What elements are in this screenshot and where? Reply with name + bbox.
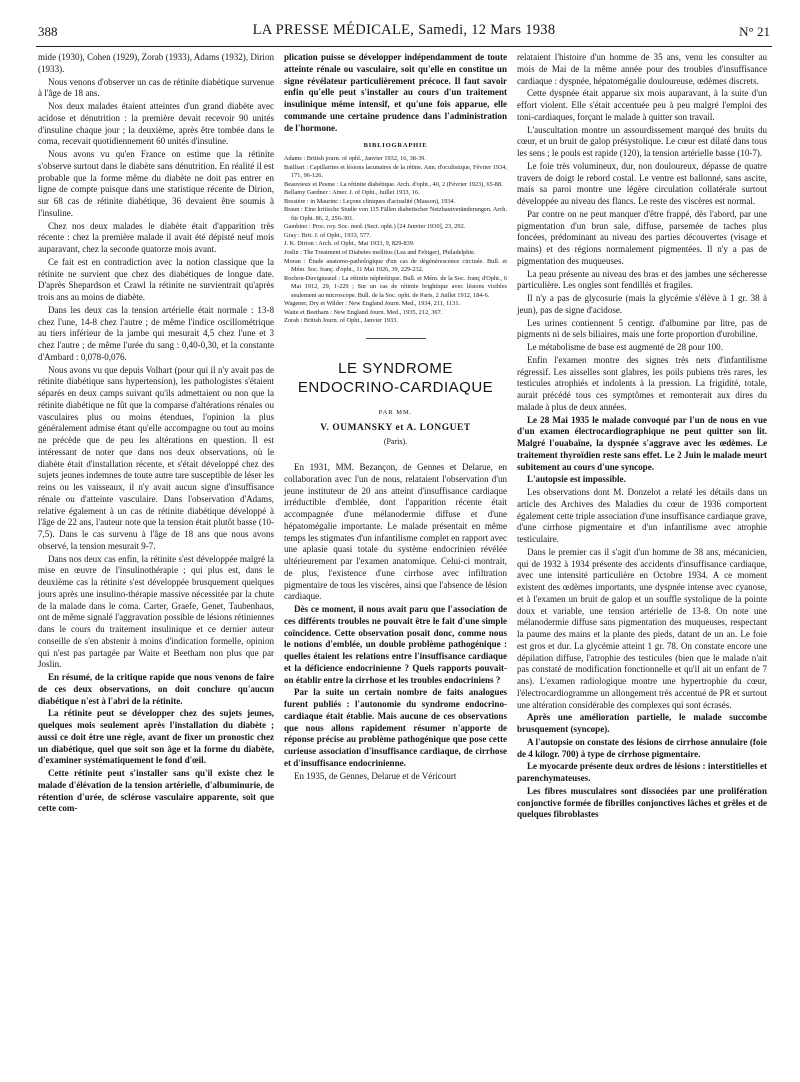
bibliography-entry: Joslin : The Treatment of Diabetes mellitus (Lea and Febiger), Philadelphie. (284, 249, 476, 257)
paragraph: Nous avons vu que depuis Volhart (pour qui il n'y avait pas de rétinite diabétique sans hypertension), les pathologistes s'étaient séparés en deux camps suivant qu'ils admettaient ou non que la rétinite diabétique ne fût que la comparse d'altérations rénales ou vasculaires plus ou moins étendues, l'opinion la plus généralement admise étant qu'elle accompagne ou tout au moins ne précède que de peu les altérations en question. Il est intéressant de noter que dans nos deux observations, où le diabète était d'installation récente, et s'était développé chez des sujets jeunes indemnes de toute autre tare susceptible de léser les reins ou les vaisseaux, il n'y avait aucun signe d'insuffisance rénale ou d'atteinte vasculaire. Dans l'observation d'Adams, relative également à un cas de rétinite diabétique développé à l'âge de 22 ans, l'auteur note que la tension était plutôt basse (10-7,5). Dans le cas survenu à l'âge de 18 ans que nous avons observé, la tension mesurait 9-7. (38, 364, 274, 551)
issue-number: N° 21 (739, 24, 770, 39)
author-city: (Paris). (383, 437, 408, 447)
paragraph: En résumé, de la critique rapide que nous venons de faire de ces deux observations, on doit conclure qu'aucun diabétique n'est à l'abri de la rétinite. (38, 672, 274, 706)
bibliography-entry: Bellamy Gardner : Amer. J. of Opht., Juillet 1933, 16. (284, 189, 420, 197)
bibliography-entry: Waite et Beetham : New England Journ. Med., 1935, 212, 367. (284, 308, 443, 316)
article-title (284, 359, 507, 397)
paragraph: Les urines contiennent 5 centigr. d'albumine par litre, pas de pigments ni de sels biliaires, mais une forte proportion d'urobiline. (517, 317, 767, 340)
bibliography-entry: Wagener, Dry et Wilder : New England Journ. Med., 1934, 211, 1131. (284, 300, 461, 308)
paragraph: Enfin l'examen montre des signes très nets d'infantilisme régressif. Les aisselles sont glabres, les poils pubiens très rares, les testicules atrophiés et indolents à la pression. La frigidité, totale, aurait précédé tous ces symptômes et remonterait aux dires du malade à plus de deux années. (517, 354, 767, 412)
paragraph: Le myocarde présente deux ordres de lésions : interstitielles et parenchymateuses. (517, 761, 767, 783)
paragraph: Le 28 Mai 1935 le malade convoqué par l'un de nous en vue d'un examen électrocardiographique ne peut quitter son lit. Malgré l'ouabaïne, la dyspnée s'aggrave avec les œdèmes. Le traitement thyroïdien reste sans effet. Le 2 Juin le malade meurt subitement au cours d'une syncope. (517, 414, 767, 472)
paragraph: En 1931, MM. Bezançon, de Gennes et Delarue, en collaboration avec l'un de nous, relataient l'observation d'un jeune instituteur de 20 ans atteint d'insuffisance cardiaque irréductible d'emblée, dont l'apparition récente était accompagnée d'une mélanodermie diffuse et d'une hépatomégalie importante. Le malade présentait en même temps les stigmates d'un infantilisme complet en rapport avec une aplasie quasi totale du système endocrinien révélée ultérieurement par l'examen anatomique. Celui-ci montrait, de plus, l'existence d'une cirrhose avec infiltration pigmentaire de tous les viscères, ainsi que l'absence de lésion cardiaque. (284, 462, 507, 602)
article-body (284, 462, 507, 782)
paragraph: L'autopsie est impossible. (527, 474, 626, 485)
paragraph: Cette dyspnée était apparue six mois auparavant, à la suite d'un effort violent. Elle s'était accentuée peu à peu malgré l'emploi des toni-cardiaques, forçant le malade à quitter son travail. (517, 88, 767, 122)
column-left (38, 52, 274, 816)
paragraph: Dans nos deux cas enfin, la rétinite s'est développée malgré la mise en œuvre de l'insulinothérapie ; qui plus est, dans le deuxième cas la rétinite s'est développée brusquement quelques jours après une insulino-thérapie massive nécessitée par la chute de la malade dans le coma. Carter, Graefe, Genet, Taubenhaus, ont de même signalé l'aggravation possible de lésions rétiniennes dans le cours du traitement insulinique et ce dernier auteur conseille de s'en abstenir à moins d'indication formelle, opinion qui n'est pas partagée par Waite et Beetham non plus que par Joslin. (38, 553, 274, 670)
paragraph: Nous venons d'observer un cas de rétinite diabétique survenue à l'âge de 18 ans. (38, 76, 274, 99)
journal-title: LA PRESSE MÉDICALE, Samedi, 12 Mars 1938 (252, 22, 556, 38)
column-middle (284, 52, 507, 783)
bibliography-entry: Beauvieux et Pesme : La rétinite diabétique. Arch. d'opht., 40, 2 (Février 1923), 65-88. (284, 180, 503, 188)
continuation-text (284, 52, 507, 134)
page-header (38, 22, 770, 46)
paragraph: Nous avons vu qu'en France on estime que la rétinite s'observe surtout dans le diabète sans dénutrition. En réalité il est probable que la forme même du diabète ne doit pas entrer en ligne de compte puisque dans une statistique récente de Dirion, sur 68 cas de rétinite diabétique, 36 devaient être soumis à l'insuline. (38, 149, 274, 218)
column-right (517, 52, 767, 822)
bibliography-entry: Moran : Étude anatomo-pathologique d'un cas de dégénérescence circinée. Bull. et Mém. Soc. franç. d'opht., 11 Mai 1926, 39, 229-232. (284, 257, 507, 274)
paragraph: Après une amélioration partielle, le malade succombe brusquement (syncope). (517, 712, 767, 734)
paragraph: L'auscultation montre un assourdissement marqué des bruits du cœur, et un bruit de galop présystolique. Le cœur est dilaté dans tous les sens ; le pouls est rapide (120), la tension artérielle basse (10-7). (517, 124, 767, 158)
bibliography-entry: Gambino : Proc. roy. Soc. med. (Sect. opht.) [24 Janvier 1930], 23, 292. (284, 223, 466, 231)
bibliography-entry: Bailliart : Capillarites et lésions lacunaires de la rétine. Ann. d'oculistique, Février 1934, 171, 96-126. (284, 163, 507, 180)
header-rule (36, 46, 772, 47)
paragraph: La peau présente au niveau des bras et des jambes une sécheresse particulière. Les ongles sont fendillés et fragiles. (517, 268, 767, 291)
paragraph: A l'autopsie on constate des lésions de cirrhose annulaire (foie de 4 kilogr. 700) à type de cirrhose pigmentaire. (517, 736, 767, 759)
byline-par: PAR MM. (378, 408, 413, 416)
paragraph: Il n'y a pas de glycosurie (mais la glycémie s'élève à 1 gr. 38 à jeun), pas de signe d'acidose. (517, 293, 767, 315)
paragraph: Le foie très volumineux, dur, non douloureux, dépasse de quatre travers de doigt le rebord costal. Le ventre est ballonné, sans ascite, mais sa paroi montre une légère circulation collatérale surtout développée au niveau des flancs. Le reste des viscères est normal. (517, 160, 767, 206)
paragraph: relataient l'histoire d'un homme de 35 ans, venu les consulter au mois de Mai de la même année pour des troubles d'insuffisance cardiaque : dyspnée, hépatomégalie douloureuse, œdèmes discrets. (517, 52, 767, 86)
paragraph: Le métabolisme de base est augmenté de 28 pour 100. (527, 342, 723, 352)
bibliography-entry: Gray : Brit. J. of Opht., 1933, 577. (284, 231, 371, 239)
article-title-line-1: LE SYNDROME (338, 359, 453, 377)
paragraph: Par contre on ne peut manquer d'être frappé, dès l'abord, par une pigmentation d'un brun sale, diffuse, parsemée de taches plus foncées, prédominant au niveau des parties découvertes (visage et mains) et des régions normalement pigmentées. Il n'y a pas de pigmentation des muqueuses. (517, 208, 767, 266)
paragraph: Les observations dont M. Donzelot a relaté les détails dans un article des Archives des Maladies du cœur de 1936 comportent également cette triple association d'une insuffisance cardiaque grave, d'une cirrhose pigmentaire et d'un infantilisme avec atrophie testiculaire. (517, 487, 767, 544)
paragraph: Nos deux malades étaient atteintes d'un grand diabète avec acidose et dénutrition : la première devait recevoir 90 unités d'insuline chaque jour ; la deuxième, après être tombée dans le coma, recevait quotidiennement 60 unités d'insuline. (38, 101, 274, 147)
paragraph: plication puisse se développer indépendamment de toute atteinte rénale ou vasculaire, soit qu'elle en constitue un signe révélateur particulièrement précoce. Il faut savoir enfin qu'elle peut s'installer au cours d'un traitement insulinique même intensif, et qu'une fois apparue, elle commande une certaine prudence dans l'administration de l'hormone. (284, 52, 507, 133)
page-number: 388 (38, 24, 58, 39)
paragraph: Chez nos deux malades le diabète était d'apparition très récente : chez la première malade il avait été dépisté neuf mois auparavant, chez la seconde quatorze mois avant. (38, 220, 274, 254)
paragraph: La rétinite peut se développer chez des sujets jeunes, quelques mois seulement après l'installation du diabète ; aussi ce doit être une règle, avant de fixer un pronostic chez un diabétique, quel que soit son âge et la forme du diabète, d'examiner systématiquement le fond d'œil. (38, 708, 274, 766)
article-title-line-2: ENDOCRINO-CARDIAQUE (297, 378, 494, 396)
bibliography-entry: Braun : Eine kritische Studie von 115 Fällen diabetischer Netzhautveränderungen. Arch. für Opht. 86, 2, 256-301. (284, 206, 507, 222)
bibliography-list (284, 155, 507, 326)
bibliography-entry: J. K. Dirion : Arch. of Opht., Mai 1933, 9, 829-839. (284, 240, 415, 248)
article-authors: V. OUMANSKY et A. LONGUET (320, 422, 471, 433)
bibliography-entry: Adams : British journ. of ophl., Janvier 1932, 16, 38-39. (284, 155, 426, 162)
paragraph: Dans le premier cas il s'agit d'un homme de 38 ans, mécanicien, qui de 1932 à 1934 présente des accidents d'insuffisance cardiaque, avec une intensité particulière en Octobre 1934. A ce moment existent des œdèmes importants, une dyspnée intense avec cyanose, et à l'examen un bruit de galop et un souffle systolique de la pointe doux et variable, une tension artérielle de 13-8. On note une mélanodermie diffuse sans pigmentation des muqueuses, respectant la paume des mains et la plante des pieds, datant de un an. Le foie est gros et dur. La glycémie atteint 1 gr. 78. On constate encore une dépilation diffuse, l'atrophie des testicules (bien que le malade n'ait pas constaté de modification fonctionnelle et qu'il ait un enfant de 7 ans). L'examen radiologique montre une hypertrophie du cœur, l'électrocardiogramme un allongement très accentué de PR et surtout une altération considérable des complexes qui sont écrasés. (517, 546, 767, 710)
paragraph: mide (1930), Cohen (1929), Zorab (1933), Adams (1932), Dirion (1933). (38, 52, 274, 74)
paragraph: En 1935, de Gennes, Delarue et de Véricourt (294, 770, 457, 781)
bibliography-entry: Bessière : in Maurinc : Leçons cliniques d'actualité (Masson), 1934. (284, 197, 456, 205)
paragraph: Dès ce moment, il nous avait paru que l'association de ces différents troubles ne pouvait être le fait d'une simple coïncidence. Cette observation posait donc, comme nous le notions d'emblée, un double problème pathogénique : quelles étaient les relations entre l'insuffisance cardiaque et la déficience endocrinienne ? Quels rapports pouvait-on établir entre la cirrhose et les troubles endocriniens ? (284, 604, 507, 685)
paragraph: Les fibres musculaires sont dissociées par une prolifération conjonctive formée de fibrilles conjonctives lâches et grêles et de quelques fibroblastes (517, 785, 767, 820)
paragraph: Par la suite un certain nombre de faits analogues furent publiés : l'autonomie du syndrome endocrino-cardiaque était établie. Mais aucune de ces observations que nous allons rapidement résumer n'apporte de réponse précise au problème pathogénique que pose cette curieuse association d'insuffisance cardiaque, de cirrhose et d'insuffisance endocrinienne. (284, 687, 507, 768)
paragraph: Dans les deux cas la tension artérielle était normale : 13-8 chez l'une, 14-8 chez l'autre ; de même l'indice oscillométrique au tiers inférieur de la jambe qui mesurait 4,5 chez l'une et 3 chez l'autre ; de même l'urée du sang : 0,40-0,30, et la constante d'Ambard : 0,078-0,076. (38, 304, 274, 362)
bibliography-title: BIBLIOGRAPHIE (363, 142, 428, 150)
bibliography-entry: Rochon-Duvigneaud : La rétinite néphrétique. Bull. et Mém. de la Soc. franç d'Opht., 6 Mai 1912, 29, 1-229 ; Sur un cas de rétinite brightique avec lésions visibles seulement au microscope. Bull. de la Soc. opht. de Paris, 2 Juillet 1912, 184-6. (284, 274, 507, 299)
paragraph: Cette rétinite peut s'installer sans qu'il existe chez le malade d'élévation de la tension artérielle, d'albuminurie, de rétention d'urée, de sclérose vasculaire apparente, soit que cette com- (38, 768, 274, 814)
bibliography-entry: Zorab : British Journ. of Opht., Janvier 1933. (284, 317, 398, 325)
paragraph: Ce fait est en contradiction avec la notion classique que la rétinite ne survient que chez des diabétiques de longue date. D'après Shepardson et Crawl la rétinite ne survientrait qu'après trois ans au moins de diabète. (38, 256, 274, 302)
article-separator (366, 338, 426, 339)
